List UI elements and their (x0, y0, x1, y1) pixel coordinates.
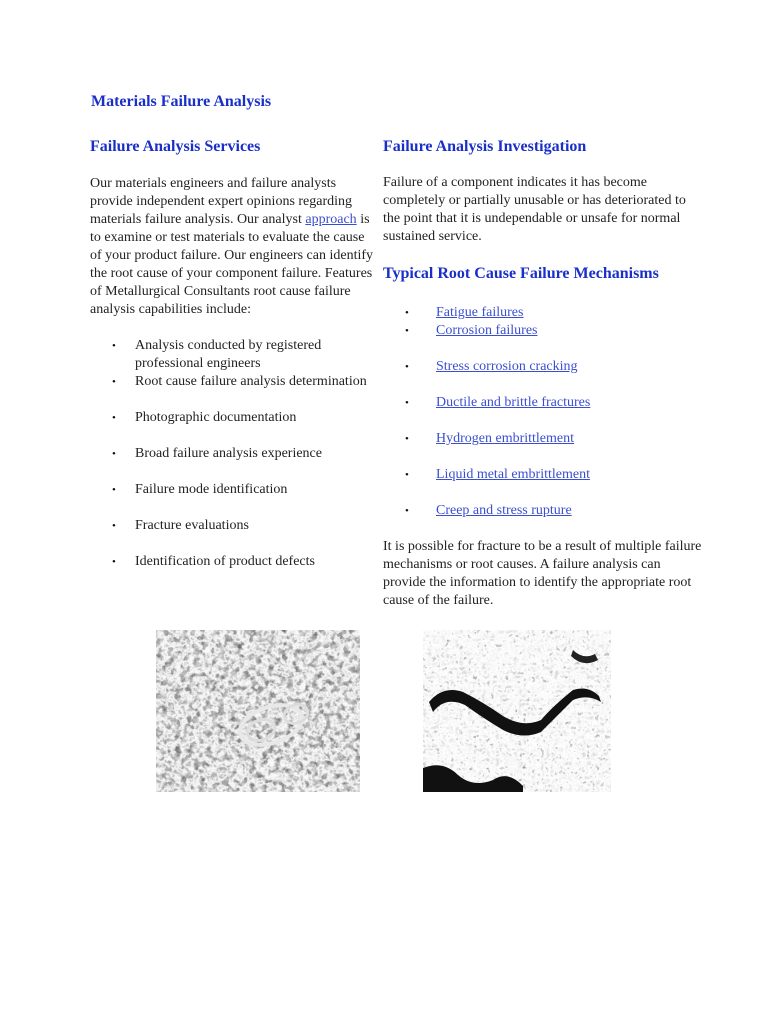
list-item (383, 502, 703, 520)
mechanisms-list (383, 304, 703, 520)
page-title: Materials Failure Analysis (91, 93, 272, 110)
services-heading: Failure Analysis Services (90, 138, 261, 155)
closing-paragraph: It is possible for fracture to be a result of multiple failure mechanisms or root causes. A failure analysis can provide the information to identify the appropriate root cause of the failure. (383, 539, 702, 608)
mechanisms-heading: Typical Root Cause Failure Mechanisms (383, 265, 659, 282)
services-column (90, 136, 375, 571)
bullet-icon: • (405, 361, 409, 373)
mechanism-link-fatigue[interactable]: Fatigue failures (436, 305, 524, 320)
bullet-icon: • (112, 484, 116, 496)
bullet-icon: • (405, 433, 409, 445)
list-item (90, 373, 375, 391)
list-item-text: Broad failure analysis experience (135, 446, 322, 461)
mechanism-link-creep[interactable]: Creep and stress rupture (436, 503, 572, 518)
list-item-text: Root cause failure analysis determination (135, 374, 367, 389)
list-item (383, 358, 703, 376)
list-item (90, 553, 375, 571)
crack-micrograph-image (423, 630, 611, 792)
investigation-paragraph: Failure of a component indicates it has become completely or partially unusable or has deteriorated to the point that it is undependable or unsafe for normal sustained service. (383, 175, 686, 244)
list-item-text: Photographic documentation (135, 410, 297, 425)
bullet-icon: • (405, 505, 409, 517)
bullet-icon: • (405, 469, 409, 481)
mechanism-link-liquid-metal[interactable]: Liquid metal embrittlement (436, 467, 590, 482)
mechanism-link-ductile-brittle[interactable]: Ductile and brittle fractures (436, 395, 591, 410)
bullet-icon: • (112, 412, 116, 424)
approach-link[interactable]: approach (305, 212, 357, 227)
bullet-icon: • (405, 325, 409, 337)
services-text-end: is to examine or test materials to evaluate the cause of your product failure. Our engineers can identify the root cause of your component failure. Features of Metallurgical Consultants root cause failure analysis capabilities include: (90, 212, 374, 317)
list-item (383, 394, 703, 412)
list-item-text: Analysis conducted by registered professional engineers (135, 338, 322, 371)
list-item (90, 445, 375, 463)
list-item (383, 466, 703, 484)
bullet-icon: • (112, 340, 116, 352)
list-item-text: Fracture evaluations (135, 518, 249, 533)
list-item-text: Identification of product defects (135, 554, 315, 569)
mechanism-link-hydrogen[interactable]: Hydrogen embrittlement (436, 431, 575, 446)
list-item (383, 430, 703, 448)
services-paragraph (90, 175, 375, 319)
investigation-heading: Failure Analysis Investigation (383, 138, 587, 155)
services-text-start: Our materials engineers and failure analysts provide independent expert opinions regarding materials failure analysis. Our analyst (90, 176, 353, 227)
bullet-icon: • (112, 376, 116, 388)
list-item (90, 337, 375, 373)
bullet-icon: • (112, 520, 116, 532)
fracture-micrograph-image (156, 630, 360, 792)
bullet-icon: • (112, 556, 116, 568)
list-item (90, 517, 375, 535)
list-item (90, 409, 375, 427)
list-item (90, 481, 375, 499)
mechanism-link-corrosion[interactable]: Corrosion failures (436, 323, 538, 338)
mechanism-link-stress-corrosion[interactable]: Stress corrosion cracking (436, 359, 578, 374)
services-list (90, 337, 375, 571)
list-item (383, 322, 703, 340)
investigation-column (383, 136, 703, 610)
bullet-icon: • (112, 448, 116, 460)
list-item-text: Failure mode identification (135, 482, 288, 497)
list-item (383, 304, 703, 322)
bullet-icon: • (405, 397, 409, 409)
bullet-icon: • (405, 307, 409, 319)
